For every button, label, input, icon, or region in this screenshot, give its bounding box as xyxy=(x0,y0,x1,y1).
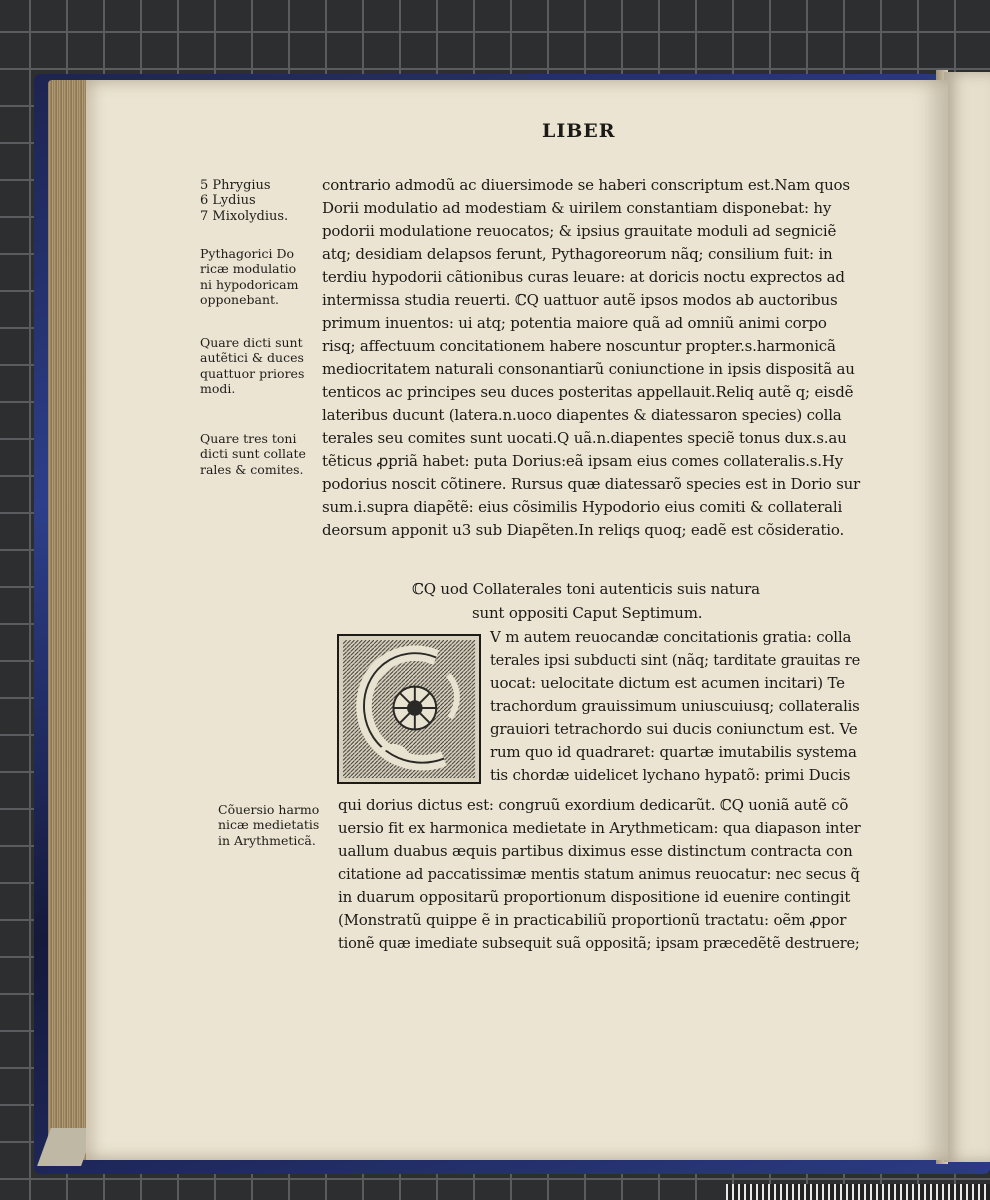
text-line: grauiori tetrachordo sui ducis coniunctum est. Ve xyxy=(490,720,858,738)
text-line: podorii modulatione reuocatos; & ipsius grauitate moduli ad segniciẽ xyxy=(322,222,837,240)
margin-note: Pythagorici Do ricæ modulatio ni hypodoricam opponebant. xyxy=(200,246,299,308)
text-line: citatione ad paccatissimæ mentis statum animus reuocatur: nec secus q̃ xyxy=(338,865,860,883)
margin-note: Quare dicti sunt autẽtici & duces quattuor priores modi. xyxy=(200,335,305,397)
text-line: qui dorius dictus est: congruũ exordium dedicarũt. ℂQ uoniã autẽ cõ xyxy=(338,796,849,814)
margin-note: Cõuersio harmo nicæ medietatis in Arythmeticã. xyxy=(218,802,320,848)
text-line: terales seu comites sunt uocati.Q uã.n.diapentes speciẽ tonus dux.s.au xyxy=(322,429,847,447)
text-line: (Monstratũ quippe ẽ in practicabiliũ proportionũ tractatu: oẽm ꝓpor xyxy=(338,911,847,929)
chapter-title: sunt oppositi Caput Septimum. xyxy=(472,604,703,622)
text-line: uallum duabus æquis partibus diximus esse distinctum contracta con xyxy=(338,842,853,860)
facing-page xyxy=(944,72,990,1162)
text-line: Dorii modulatio ad modestiam & uirilem constantiam disponebat: hy xyxy=(322,199,832,217)
text-line: intermissa studia reuerti. ℂQ uattuor autẽ ipsos modos ab auctoribus xyxy=(322,291,838,309)
text-line: deorsum apponit u3 sub Diapẽten.In reliqs quoq; eadẽ est cõsideratio. xyxy=(322,521,845,539)
text-line: in duarum oppositarũ proportionum dispositione id euenire contingit xyxy=(338,888,851,906)
text-line: atq; desidiam delapsos ferunt, Pythagoreorum nãq; consilium fuit: in xyxy=(322,245,833,263)
text-line: rum quo id quadraret: quartæ imutabilis systema xyxy=(490,743,857,761)
running-header: LIBER xyxy=(542,120,616,142)
text-line: tionẽ quæ imediate subsequit suã oppositã; ipsam præcedẽtẽ destruere; xyxy=(338,934,860,952)
ornament-icon xyxy=(339,636,479,782)
text-line: lateribus ducunt (latera.n.uoco diapentes & diatessaron species) colla xyxy=(322,406,842,424)
text-line: tẽticus ꝓpriã habet: puta Dorius:eã ipsam eius comes collateralis.s.Hy xyxy=(322,452,844,470)
text-line: contrario admodũ ac diuersimode se haberi conscriptum est.Nam quos xyxy=(322,176,850,194)
text-line: V m autem reuocandæ concitationis gratia: colla xyxy=(490,628,852,646)
decorated-initial xyxy=(337,634,481,784)
text-line: terdiu hypodorii cãtionibus curas leuare: at doricis noctu exprectos ad xyxy=(322,268,845,286)
text-line: primum inuentos: ui atq; potentia maiore quã ad omniũ animi corpo xyxy=(322,314,827,332)
scale-ruler xyxy=(726,1184,990,1200)
text-line: tis chordæ uidelicet lychano hypatõ: primi Ducis xyxy=(490,766,851,784)
text-line: podorius noscit cõtinere. Rursus quæ diatessarõ species est in Dorio sur xyxy=(322,475,861,493)
chapter-title: ℂQ uod Collaterales toni autenticis suis natura xyxy=(412,580,760,598)
text-line: tenticos ac principes seu duces posteritas appellauit.Reliq autẽ q; eisdẽ xyxy=(322,383,854,401)
text-line: terales ipsi subducti sint (nãq; tarditate grauitas re xyxy=(490,651,861,669)
text-line: risq; affectuum concitationem habere noscuntur propter.s.harmonicã xyxy=(322,337,836,355)
margin-note: 5 Phrygius 6 Lydius 7 Mixolydius. xyxy=(200,178,289,224)
text-line: mediocritatem naturali consonantiarũ coniunctione in ipsis dispositã au xyxy=(322,360,855,378)
text-line: trachordum grauissimum uniuscuiusq; collateralis xyxy=(490,697,860,715)
text-line: uocat: uelocitate dictum est acumen incitari) Te xyxy=(490,674,845,692)
margin-note: Quare tres toni dicti sunt collate rales & comites. xyxy=(200,431,306,477)
text-line: uersio fit ex harmonica medietate in Arythmeticam: qua diapason inter xyxy=(338,819,861,837)
text-line: sum.i.supra diapẽtẽ: eius cõsimilis Hypodorio eius comiti & collaterali xyxy=(322,498,843,516)
